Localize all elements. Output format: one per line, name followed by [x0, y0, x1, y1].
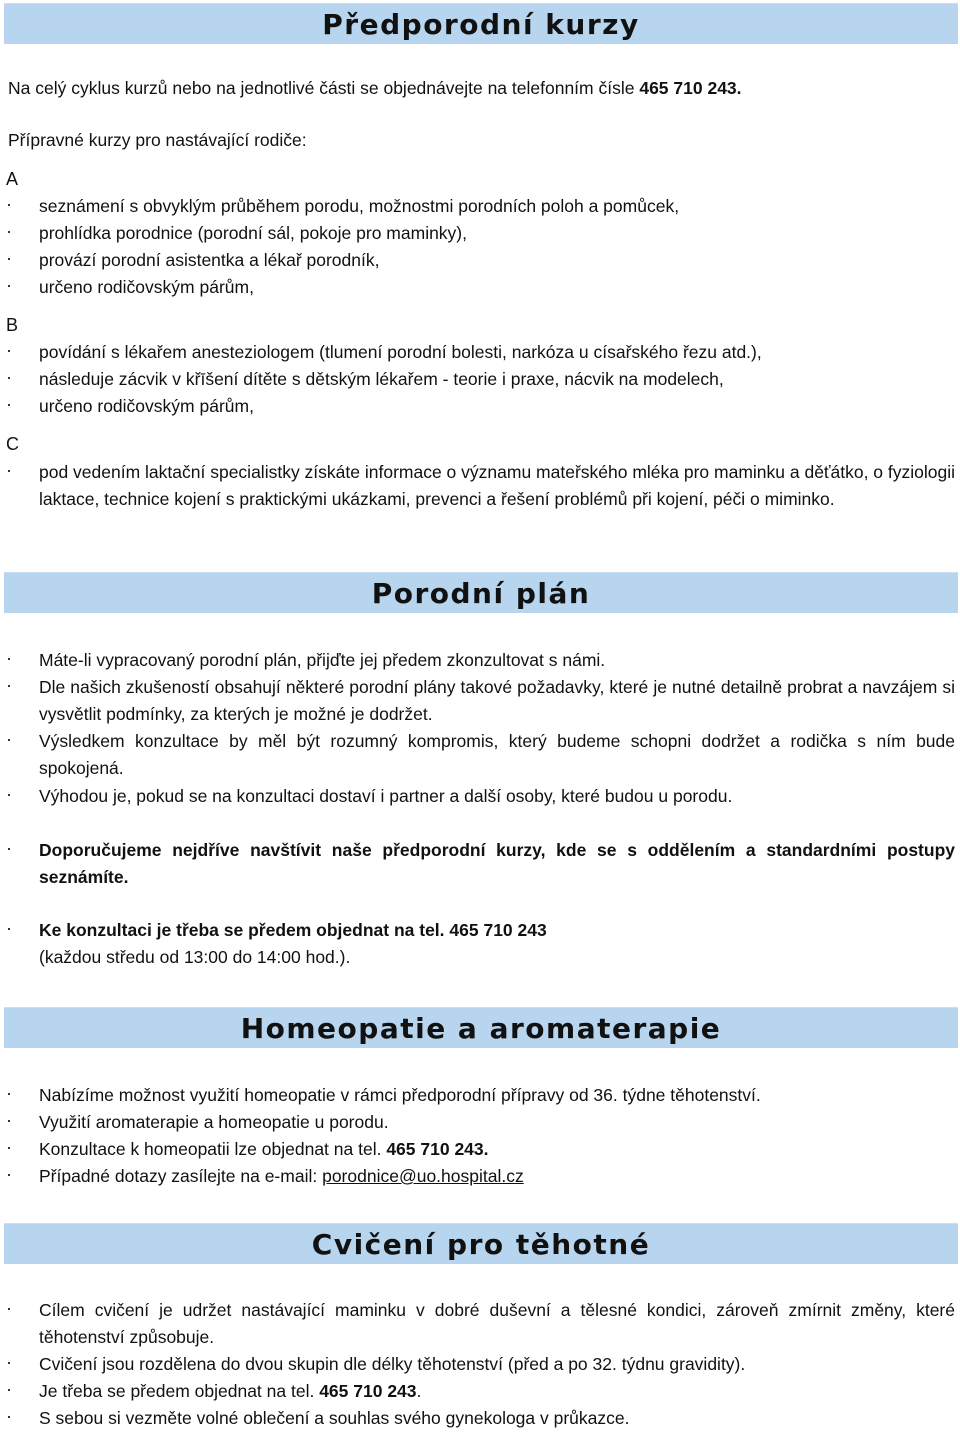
bullet: ·	[6, 460, 12, 480]
list-item: · pod vedením laktační specialistky získáte informace o významu mateřského mléka pro maminku a děťátko, o fyziologii laktace, technice kojení s praktickými ukázkami, prevenci a řešení problémů při kojení, péči o miminko.	[6, 460, 956, 509]
consult-phone: 465 710 243	[449, 920, 547, 940]
list-item: · Cílem cvičení je udržet nastávající maminku v dobré duševní a tělesné kondici, zároveň zmírnit změny, které těhotenství způsobuje.	[6, 1298, 955, 1347]
list-item: · Výsledkem konzultace by měl být rozumný kompromis, který budeme schopni dodržet a rodička s ním bude spokojená.	[6, 729, 955, 778]
list-item: · Cvičení jsou rozdělena do dvou skupin dle délky těhotenství (před a po 32. týdnu gravidity).	[6, 1352, 746, 1374]
consult-text: Ke konzultaci je třeba se předem objednat na tel.	[39, 920, 445, 940]
bullet: ·	[6, 340, 12, 360]
list-item: · provází porodní asistentka a lékař porodník,	[6, 248, 380, 270]
bullet: ·	[6, 1137, 12, 1157]
homeopathy-consult-text: Konzultace k homeopatii lze objednat na tel.	[39, 1139, 382, 1159]
bullet: ·	[6, 1164, 12, 1184]
bullet: ·	[6, 248, 12, 268]
bullet: ·	[6, 1298, 12, 1318]
list-item: · seznámení s obvyklým průběhem porodu, možnostmi porodních poloh a pomůcek,	[6, 194, 680, 216]
bullet: ·	[6, 367, 12, 387]
bullet: ·	[6, 648, 12, 668]
section-title: Cvičení pro těhotné	[311, 1227, 651, 1261]
bullet: ·	[6, 729, 12, 749]
email-link[interactable]: porodnice@uo.hospital.cz	[322, 1166, 524, 1186]
list-item: · Výhodou je, pokud se na konzultaci dostaví i partner a další osoby, které budou u porodu.	[6, 784, 733, 806]
intro-text: Na celý cyklus kurzů nebo na jednotlivé části se objednávejte na telefonním čísle	[8, 78, 635, 98]
section-title: Předporodní kurzy	[322, 7, 640, 41]
intro-paragraph	[8, 75, 742, 102]
order-end: .	[416, 1381, 422, 1401]
list-item: · S sebou si vezměte volné oblečení a souhlas svého gynekologa v průkazce.	[6, 1406, 630, 1428]
bullet: ·	[6, 1406, 12, 1426]
email-text: Případné dotazy zasílejte na e-mail:	[39, 1166, 318, 1186]
subheading: Přípravné kurzy pro nastávající rodiče:	[8, 130, 307, 150]
section-title: Porodní plán	[371, 576, 591, 610]
list-item: · Využití aromaterapie a homeopatie u porodu.	[6, 1110, 389, 1132]
list-item: · následuje zácvik v křīšení dítěte s dětským lékařem - teorie i praxe, nácvik na modelech,	[6, 367, 724, 389]
bullet: ·	[6, 1379, 12, 1399]
list-item: · Nabízíme možnost využití homeopatie v rámci předporodní přípravy od 36. týdne těhotenství.	[6, 1083, 761, 1105]
group-label-b: B	[6, 315, 19, 335]
consult-hours: (každou středu od 13:00 do 14:00 hod.).	[39, 947, 351, 967]
list-item: · Máte-li vypracovaný porodní plán, přijďte jej předem zkonzultovat s námi.	[6, 648, 606, 670]
section-header-prenatal-courses	[4, 3, 958, 44]
bullet: ·	[6, 394, 12, 414]
section-header-homeopathy	[4, 1007, 958, 1048]
homeopathy-phone: 465 710 243.	[386, 1139, 489, 1159]
list-item: · povídání s lékařem anesteziologem (tlumení porodní bolesti, narkóza u císařského řezu atd.),	[6, 340, 762, 362]
section-header-birth-plan	[4, 572, 958, 613]
bullet: ·	[6, 194, 12, 214]
bullet: ·	[6, 1083, 12, 1103]
list-item: · určeno rodičovským párům,	[6, 275, 254, 297]
bullet: ·	[6, 918, 12, 938]
list-item: · Dle našich zkušeností obsahují některé porodní plány takové požadavky, které je nutné detailně probrat a navzájem si vysvětlit podmínky, za kterých je možné je dodržet.	[6, 675, 955, 724]
intro-phone: 465 710 243.	[639, 78, 742, 98]
bullet: ·	[6, 275, 12, 295]
order-phone: 465 710 243	[319, 1381, 417, 1401]
consultation-item	[0, 917, 958, 971]
list-item: · prohlídka porodnice (porodní sál, pokoje pro maminky),	[6, 221, 467, 243]
group-label-a: A	[6, 169, 19, 189]
bullet: ·	[6, 675, 12, 695]
order-text: Je třeba se předem objednat na tel.	[39, 1381, 315, 1401]
bullet: ·	[6, 221, 12, 241]
bullet: ·	[6, 784, 12, 804]
bullet: ·	[6, 838, 12, 858]
list-item	[0, 1136, 958, 1163]
section-header-exercise	[4, 1223, 958, 1264]
bullet: ·	[6, 1110, 12, 1130]
bullet: ·	[6, 1352, 12, 1372]
group-label-c: C	[6, 434, 19, 454]
list-item	[0, 1378, 958, 1405]
section-title: Homeopatie a aromaterapie	[240, 1011, 722, 1045]
list-item: · určeno rodičovským párům,	[6, 394, 254, 416]
recommendation-item: · Doporučujeme nejdříve navštívit naše předporodní kurzy, kde se s oddělením a standardními postupy seznámíte.	[6, 838, 955, 887]
list-item	[0, 1163, 958, 1190]
